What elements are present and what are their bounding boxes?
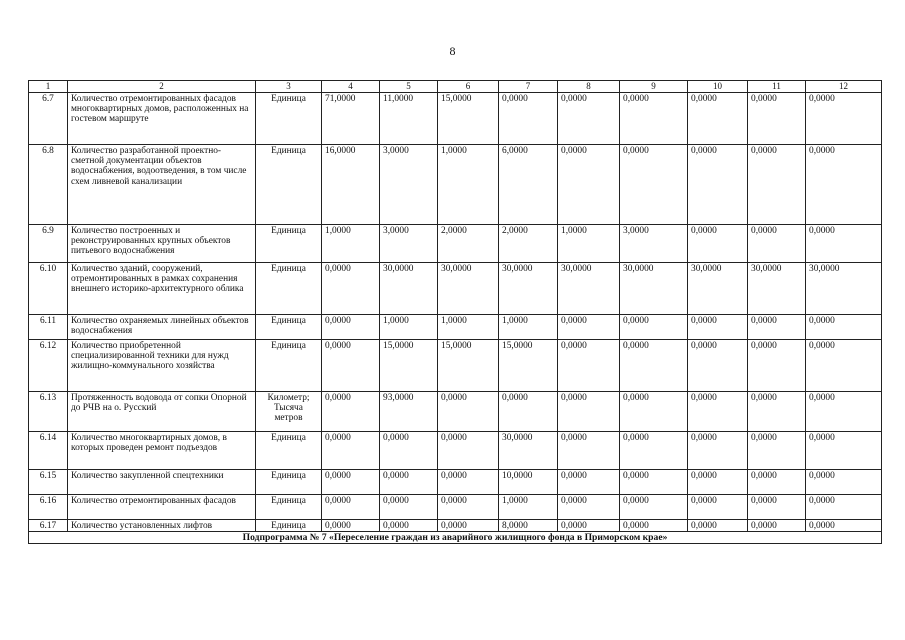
indicator-value: 0,0000 — [620, 392, 688, 432]
indicator-value: 71,0000 — [322, 93, 380, 145]
column-number-row — [29, 81, 882, 93]
indicator-value: 0,0000 — [806, 495, 882, 520]
indicator-value: 3,0000 — [620, 225, 688, 263]
indicator-value: 0,0000 — [806, 145, 882, 225]
indicator-value: 0,0000 — [806, 315, 882, 340]
indicator-value: 0,0000 — [688, 432, 748, 470]
indicator-value: 30,0000 — [438, 263, 499, 315]
indicator-value: 3,0000 — [380, 145, 438, 225]
indicator-value: 0,0000 — [688, 145, 748, 225]
row-number: 6.16 — [29, 495, 68, 520]
indicator-value: 30,0000 — [380, 263, 438, 315]
indicator-value: 1,0000 — [499, 315, 558, 340]
subprogram-row — [29, 532, 882, 544]
indicator-value: 2,0000 — [438, 225, 499, 263]
unit-of-measure: Единица — [256, 432, 322, 470]
row-number: 6.11 — [29, 315, 68, 340]
unit-of-measure: Единица — [256, 340, 322, 392]
indicator-value: 0,0000 — [748, 93, 806, 145]
row-number: 6.17 — [29, 520, 68, 532]
table-row — [29, 93, 882, 145]
indicator-value: 0,0000 — [380, 495, 438, 520]
indicator-value: 0,0000 — [688, 470, 748, 495]
indicator-value: 1,0000 — [558, 225, 620, 263]
indicator-value: 0,0000 — [748, 392, 806, 432]
table-row — [29, 145, 882, 225]
indicator-value: 30,0000 — [806, 263, 882, 315]
unit-of-measure: Единица — [256, 495, 322, 520]
indicator-name: Количество многоквартирных домов, в которых проведен ремонт подъездов — [68, 432, 256, 470]
column-number: 10 — [688, 81, 748, 93]
indicator-value: 0,0000 — [806, 225, 882, 263]
indicator-value: 0,0000 — [558, 392, 620, 432]
indicator-value: 0,0000 — [438, 495, 499, 520]
indicator-value: 1,0000 — [438, 315, 499, 340]
indicator-value: 0,0000 — [438, 392, 499, 432]
indicator-value: 3,0000 — [380, 225, 438, 263]
unit-of-measure: Единица — [256, 225, 322, 263]
row-number: 6.14 — [29, 432, 68, 470]
subprogram-title: Подпрограмма № 7 «Переселение граждан из аварийного жилищного фонда в Приморском крае» — [29, 532, 882, 544]
table-row — [29, 392, 882, 432]
indicator-value: 0,0000 — [748, 145, 806, 225]
indicator-value: 0,0000 — [748, 470, 806, 495]
indicator-name: Протяженность водовода от сопки Опорной до РЧВ на о. Русский — [68, 392, 256, 432]
indicator-name: Количество зданий, сооружений, отремонтированных в рамках сохранения внешнего историко-архитектурного облика — [68, 263, 256, 315]
indicator-value: 1,0000 — [438, 145, 499, 225]
indicator-value: 0,0000 — [499, 392, 558, 432]
indicator-name: Количество охраняемых линейных объектов водоснабжения — [68, 315, 256, 340]
indicator-value: 0,0000 — [558, 340, 620, 392]
indicator-value: 0,0000 — [380, 470, 438, 495]
indicator-value: 0,0000 — [620, 470, 688, 495]
indicator-value: 0,0000 — [806, 520, 882, 532]
indicator-value: 0,0000 — [438, 432, 499, 470]
indicator-value: 0,0000 — [558, 495, 620, 520]
column-number: 5 — [380, 81, 438, 93]
indicator-value: 0,0000 — [380, 520, 438, 532]
indicator-value: 1,0000 — [499, 495, 558, 520]
indicator-value: 0,0000 — [748, 340, 806, 392]
table-row — [29, 432, 882, 470]
row-number: 6.9 — [29, 225, 68, 263]
indicator-value: 0,0000 — [748, 315, 806, 340]
indicator-value: 0,0000 — [380, 432, 438, 470]
indicator-name: Количество приобретенной специализированной техники для нужд жилищно-коммунального хозяйства — [68, 340, 256, 392]
indicator-value: 0,0000 — [620, 520, 688, 532]
indicator-value: 30,0000 — [620, 263, 688, 315]
indicator-value: 6,0000 — [499, 145, 558, 225]
indicator-value: 0,0000 — [806, 470, 882, 495]
column-number: 6 — [438, 81, 499, 93]
indicator-value: 30,0000 — [558, 263, 620, 315]
indicator-value: 8,0000 — [499, 520, 558, 532]
indicator-value: 0,0000 — [322, 495, 380, 520]
indicator-value: 30,0000 — [748, 263, 806, 315]
column-number: 8 — [558, 81, 620, 93]
indicators-table — [28, 80, 882, 544]
indicator-value: 93,0000 — [380, 392, 438, 432]
indicator-value: 0,0000 — [748, 432, 806, 470]
unit-of-measure: Километр; Тысяча метров — [256, 392, 322, 432]
table-row — [29, 470, 882, 495]
indicator-value: 15,0000 — [438, 93, 499, 145]
indicator-value: 0,0000 — [438, 520, 499, 532]
indicator-value: 0,0000 — [322, 340, 380, 392]
unit-of-measure: Единица — [256, 93, 322, 145]
indicator-value: 0,0000 — [499, 93, 558, 145]
row-number: 6.15 — [29, 470, 68, 495]
page-number: 8 — [449, 44, 456, 58]
table-row — [29, 340, 882, 392]
table-row — [29, 495, 882, 520]
indicator-value: 11,0000 — [380, 93, 438, 145]
indicator-value: 0,0000 — [322, 392, 380, 432]
indicator-value: 30,0000 — [499, 263, 558, 315]
row-number: 6.13 — [29, 392, 68, 432]
indicator-value: 15,0000 — [380, 340, 438, 392]
indicator-value: 0,0000 — [806, 340, 882, 392]
unit-of-measure: Единица — [256, 263, 322, 315]
indicator-value: 0,0000 — [806, 392, 882, 432]
column-number: 9 — [620, 81, 688, 93]
indicator-value: 0,0000 — [558, 470, 620, 495]
row-number: 6.10 — [29, 263, 68, 315]
row-number: 6.12 — [29, 340, 68, 392]
column-number: 4 — [322, 81, 380, 93]
indicator-value: 0,0000 — [748, 225, 806, 263]
indicator-value: 2,0000 — [499, 225, 558, 263]
indicator-value: 0,0000 — [438, 470, 499, 495]
table-row — [29, 225, 882, 263]
indicator-value: 0,0000 — [620, 495, 688, 520]
column-number: 3 — [256, 81, 322, 93]
column-number: 2 — [68, 81, 256, 93]
table-row — [29, 263, 882, 315]
column-number: 12 — [806, 81, 882, 93]
indicator-name: Количество установленных лифтов — [68, 520, 256, 532]
indicator-name: Количество закупленной спецтехники — [68, 470, 256, 495]
indicator-value: 1,0000 — [380, 315, 438, 340]
indicator-value: 30,0000 — [688, 263, 748, 315]
indicator-value: 0,0000 — [688, 340, 748, 392]
indicator-value: 10,0000 — [499, 470, 558, 495]
unit-of-measure: Единица — [256, 470, 322, 495]
table-row — [29, 520, 882, 532]
indicator-value: 0,0000 — [620, 145, 688, 225]
row-number: 6.7 — [29, 93, 68, 145]
indicator-value: 16,0000 — [322, 145, 380, 225]
indicator-value: 1,0000 — [322, 225, 380, 263]
unit-of-measure: Единица — [256, 145, 322, 225]
column-number: 7 — [499, 81, 558, 93]
unit-of-measure: Единица — [256, 315, 322, 340]
indicator-value: 0,0000 — [558, 432, 620, 470]
indicator-value: 0,0000 — [558, 93, 620, 145]
indicator-value: 0,0000 — [806, 93, 882, 145]
indicator-value: 0,0000 — [748, 520, 806, 532]
column-number: 1 — [29, 81, 68, 93]
indicator-value: 15,0000 — [499, 340, 558, 392]
indicator-name: Количество отремонтированных фасадов — [68, 495, 256, 520]
indicator-value: 0,0000 — [620, 340, 688, 392]
indicator-value: 0,0000 — [688, 495, 748, 520]
indicator-value: 0,0000 — [688, 520, 748, 532]
indicator-value: 0,0000 — [688, 315, 748, 340]
indicator-value: 0,0000 — [806, 432, 882, 470]
indicator-value: 0,0000 — [322, 315, 380, 340]
indicator-value: 0,0000 — [688, 93, 748, 145]
unit-of-measure: Единица — [256, 520, 322, 532]
indicator-name: Количество разработанной проектно-сметной документации объектов водоснабжения, водоотведения, в том числе схем ливневой канализации — [68, 145, 256, 225]
row-number: 6.8 — [29, 145, 68, 225]
indicator-name: Количество отремонтированных фасадов многоквартирных домов, расположенных на гостевом маршруте — [68, 93, 256, 145]
indicator-value: 0,0000 — [558, 520, 620, 532]
indicator-value: 0,0000 — [322, 470, 380, 495]
indicator-value: 0,0000 — [322, 520, 380, 532]
indicator-value: 0,0000 — [620, 432, 688, 470]
indicator-value: 30,0000 — [499, 432, 558, 470]
indicator-value: 0,0000 — [748, 495, 806, 520]
indicator-value: 0,0000 — [620, 93, 688, 145]
indicator-value: 15,0000 — [438, 340, 499, 392]
indicator-value: 0,0000 — [558, 145, 620, 225]
indicator-value: 0,0000 — [322, 432, 380, 470]
indicator-value: 0,0000 — [688, 225, 748, 263]
indicator-name: Количество построенных и реконструированных крупных объектов питьевого водоснабжения — [68, 225, 256, 263]
indicator-value: 0,0000 — [558, 315, 620, 340]
indicator-value: 0,0000 — [620, 315, 688, 340]
indicator-value: 0,0000 — [688, 392, 748, 432]
indicator-value: 0,0000 — [322, 263, 380, 315]
table-row — [29, 315, 882, 340]
column-number: 11 — [748, 81, 806, 93]
